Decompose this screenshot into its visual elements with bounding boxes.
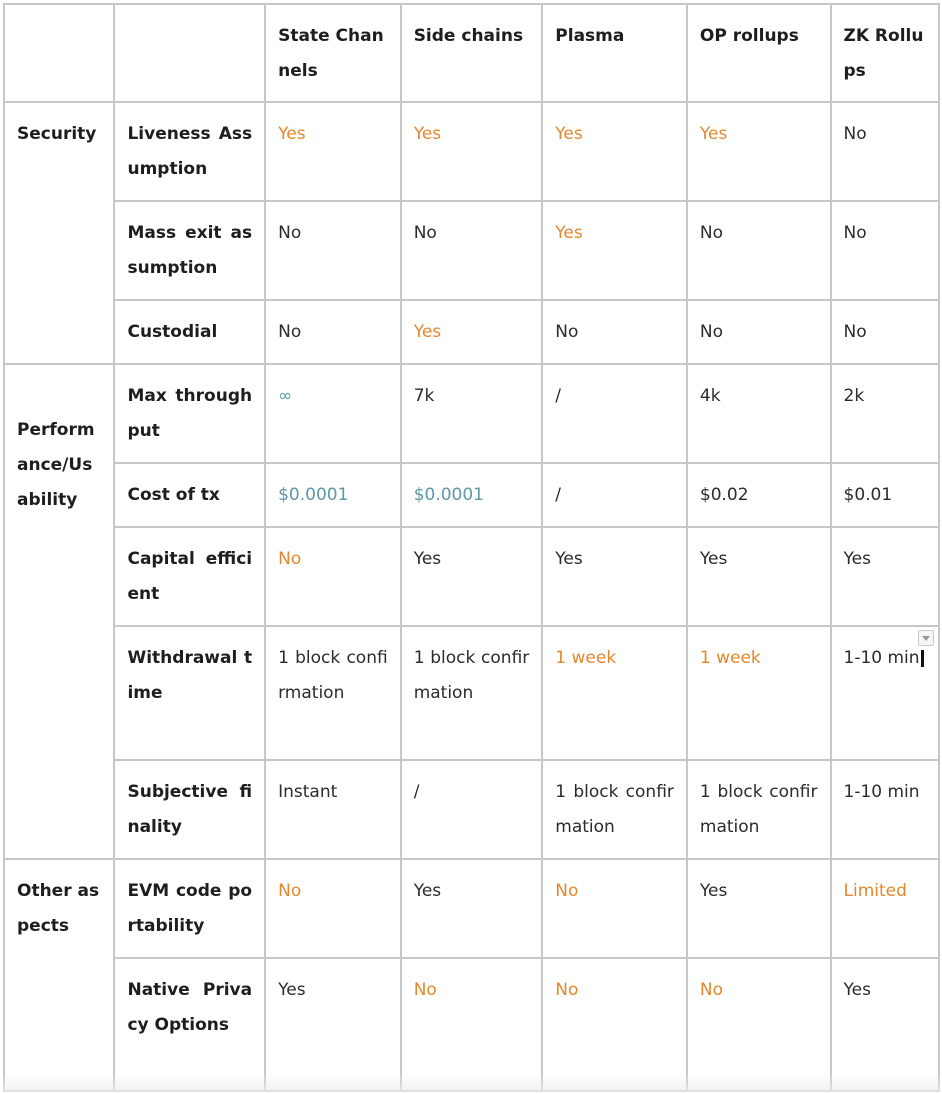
table-row xyxy=(4,364,939,463)
table-cell: Yes xyxy=(542,201,687,300)
header-cell-blank-1 xyxy=(4,4,114,102)
table-cell: Yes xyxy=(265,958,401,1091)
table-cell: 4k xyxy=(687,364,831,463)
table-cell: No xyxy=(831,300,940,364)
table-cell: $0.0001 xyxy=(265,463,401,527)
row-label: Withdrawal time xyxy=(114,626,265,760)
row-label: Capital efficient xyxy=(114,527,265,626)
row-label: EVM code portability xyxy=(114,859,265,958)
table-cell: Yes xyxy=(265,102,401,201)
table-cell: Instant xyxy=(265,760,401,859)
table-cell: / xyxy=(542,463,687,527)
row-label: Max throughput xyxy=(114,364,265,463)
table-cell: 1 week xyxy=(687,626,831,760)
group-label-performance xyxy=(4,364,114,859)
layer2-comparison-table xyxy=(3,3,940,1092)
header-cell-blank-2 xyxy=(114,4,265,102)
table-cell: Yes xyxy=(542,527,687,626)
row-label: Mass exit assumption xyxy=(114,201,265,300)
row-label: Native Privacy Options xyxy=(114,958,265,1091)
table-cell: No xyxy=(401,958,543,1091)
table-cell: Yes xyxy=(401,300,543,364)
header-op-rollups: OP rollups xyxy=(687,4,831,102)
table-cell: 1 block confirmation xyxy=(265,626,401,760)
table-cell: Yes xyxy=(401,859,543,958)
table-row xyxy=(4,626,939,760)
row-label: Cost of tx xyxy=(114,463,265,527)
table-cell: Yes xyxy=(687,102,831,201)
table-cell: 1-10 min xyxy=(831,760,940,859)
table-cell: Yes xyxy=(401,527,543,626)
table-row xyxy=(4,201,939,300)
group-label-other: Other aspects xyxy=(4,859,114,1091)
table-cell: 1 block confirmation xyxy=(687,760,831,859)
table-cell: No xyxy=(831,201,940,300)
table-cell: No xyxy=(542,958,687,1091)
table-cell: No xyxy=(401,201,543,300)
row-label: Liveness Assumption xyxy=(114,102,265,201)
table-cell: 1 block confirmation xyxy=(401,626,543,760)
table-cell: / xyxy=(542,364,687,463)
table-cell: No xyxy=(265,300,401,364)
group-label-performance-text: Performance/Usability xyxy=(17,420,95,510)
row-label: Custodial xyxy=(114,300,265,364)
table-cell: 7k xyxy=(401,364,543,463)
table-cell: $0.0001 xyxy=(401,463,543,527)
table-cell: No xyxy=(542,300,687,364)
table-cell: No xyxy=(542,859,687,958)
comparison-table-container xyxy=(3,3,940,1092)
table-cell: ∞ xyxy=(265,364,401,463)
table-cell: No xyxy=(265,201,401,300)
table-cell: Yes xyxy=(687,527,831,626)
cell-dropdown-icon[interactable] xyxy=(918,630,934,646)
table-cell: Limited xyxy=(831,859,940,958)
table-row xyxy=(4,300,939,364)
table-cell: 2k xyxy=(831,364,940,463)
header-zk-rollups: ZK Rollups xyxy=(831,4,940,102)
table-cell-text: 1-10 min xyxy=(843,648,920,668)
table-cell: / xyxy=(401,760,543,859)
table-cell: No xyxy=(265,859,401,958)
group-label-security: Security xyxy=(4,102,114,364)
header-plasma: Plasma xyxy=(542,4,687,102)
table-cell: Yes xyxy=(831,958,940,1091)
table-row xyxy=(4,958,939,1091)
table-cell: No xyxy=(687,300,831,364)
table-cell: Yes xyxy=(687,859,831,958)
table-row xyxy=(4,859,939,958)
table-cell: No xyxy=(687,201,831,300)
table-cell: 1 block confirmation xyxy=(542,760,687,859)
table-row xyxy=(4,102,939,201)
table-row xyxy=(4,463,939,527)
table-row xyxy=(4,760,939,859)
header-side-chains: Side chains xyxy=(401,4,543,102)
table-cell: Yes xyxy=(831,527,940,626)
table-cell: $0.01 xyxy=(831,463,940,527)
table-row xyxy=(4,527,939,626)
header-row xyxy=(4,4,939,102)
table-cell: 1 week xyxy=(542,626,687,760)
table-cell-editing[interactable] xyxy=(831,626,940,760)
row-label: Subjective finality xyxy=(114,760,265,859)
table-cell: Yes xyxy=(401,102,543,201)
table-cell: $0.02 xyxy=(687,463,831,527)
table-cell: No xyxy=(831,102,940,201)
table-cell: No xyxy=(687,958,831,1091)
table-cell: Yes xyxy=(542,102,687,201)
header-state-channels: State Channels xyxy=(265,4,401,102)
text-cursor xyxy=(921,650,924,667)
table-cell: No xyxy=(265,527,401,626)
